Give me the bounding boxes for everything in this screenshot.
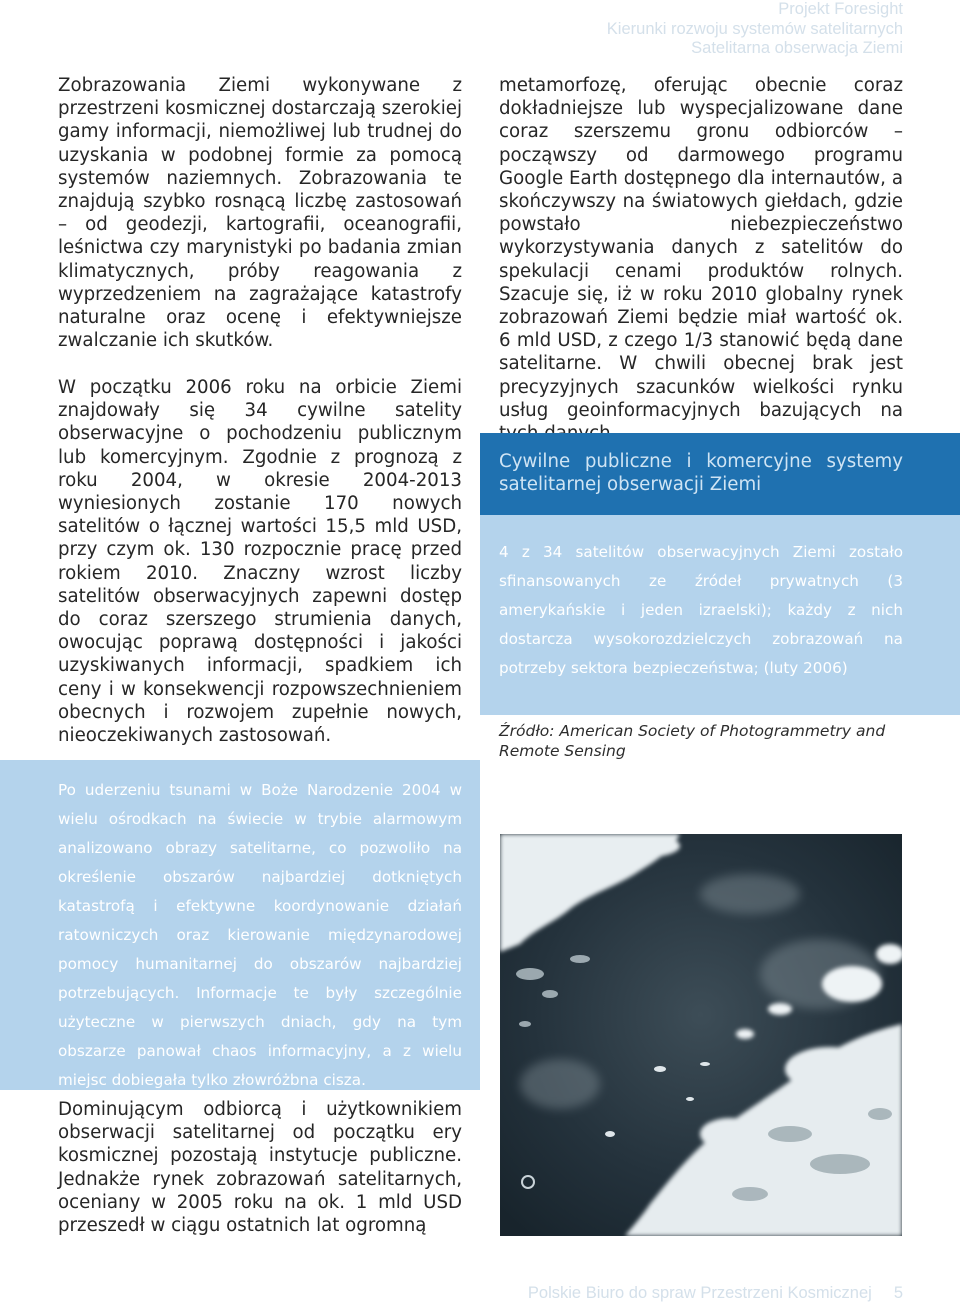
tsunami-box-text: Po uderzeniu tsunami w Boże Narodzenie 2004 w wielu ośrodkach na świecie w trybie alarmowym analizowano obrazy satelitarne, co pozwoliło na określenie obszarów najbardziej dotkniętych katastrofą i efektywne koordynowanie działań ratowniczych oraz kierowanie międzynarodowej pomocy humanitarnej do obszarów najbardziej potrzebujących. Informacje te były szczególnie użyteczne w pierwszych dniach, gdy na tym obszarze panował chaos informacyjny, a z wielu miejsc dobiegała tylko złowróżbna cisza. bbox=[58, 781, 462, 1089]
right-paragraph-1: metamorfozę, oferując obecnie coraz dokładniejsze lub wyspecjalizowane dane coraz szerszemu gronu odbiorców – począwszy od darmowego programu Google Earth dostępnego dla internautów, a skończywszy na światowych giełdach, gdzie powstało niebezpieczeństwo wykorzystywania danych z satelitów do spekulacji cenami produktów rolnych. Szacuje się, iż w roku 2010 globalny rynek zobrazowań Ziemi będzie miał wartość ok. 6 mld USD, z czego 1/3 stanowić będą dane satelitarne. W chwili obecnej brak jest precyzyjnych szacunków wielkości rynku usług geoinformacyjnych bazujących na bbox=[499, 75, 903, 421]
satellite-image bbox=[500, 834, 902, 1236]
running-header bbox=[607, 0, 903, 59]
sidebar-info-text: 4 z 34 satelitów obserwacyjnych Ziemi zostało sfinansowanych ze źródeł prywatnych (3 amerykańskie i jeden izraelski); każdy z nich dostarcza wysokorozdzielczych zobrazowań na potrzeby sektora bezpieczeństwa; (luty 2006) bbox=[499, 543, 903, 677]
header-chapter: Kierunki rozwoju systemów satelitarnych bbox=[606, 19, 903, 38]
left-paragraph-1: Zobrazowania Ziemi wykonywane z przestrzeni kosmicznej dostarczają szerokiej gamy informacji, niemożliwej lub trudnej do uzyskania w podobnej formie za pomocą systemów naziemnych. Zobrazowania te znajdują szybko rosnącą liczbę zastosowań – od geodezji, kartografii, oceanografii, leśnictwa czy marynistyki po badania zmian klimatycznych, próby reagowania z wyprzedzeniem na zagrażające katastrofy naturalne oraz ocenę i efektywniejsze zwalczanie ich skutków. bbox=[58, 75, 462, 352]
page-footer bbox=[528, 1284, 903, 1303]
sidebar-title: Cywilne publiczne i komercyjne systemy satelitarnej obserwacji Ziemi bbox=[499, 451, 903, 495]
header-project: Projekt Foresight bbox=[778, 0, 903, 18]
header-section: Satelitarna obserwacja Ziemi bbox=[691, 39, 903, 57]
footer-organization: Polskie Biuro do spraw Przestrzeni Kosmicznej bbox=[527, 1284, 872, 1302]
left-paragraph-2: W początku 2006 roku na orbicie Ziemi znajdowały się 34 cywilne satelity obserwacyjne o pochodzeniu publicznym lub komercyjnym. Zgodnie z prognozą z roku 2004, w okresie 2004-2013 wyniesionych zostanie 170 nowych satelitów o łącznej wartości 15,5 mld USD, przy czym ok. 130 rozpocznie pracę przed rokiem 2010. Znaczny wzrost liczby satelitów obserwacyjnych zapewni dostęp do coraz szerszego strumienia danych, owocując poprawą dostępności i jakości uzyskiwanych informacji, spadkiem ich ceny i w konsekwencji rozpowszechnieniem obecnych i rozwojem zupełnie nowych, nieoczekiwanych zastosowań. bbox=[58, 377, 462, 747]
left-paragraph-3: Dominującym odbiorcą i użytkownikiem obserwacji satelitarnej od początku ery kosmicznej pozostają instytucje publiczne. Jednakże rynek zobrazowań satelitarnych, oceniany w 2005 roku na ok. 1 mld USD przeszedł w ciągu ostatnich lat ogromną bbox=[58, 1099, 462, 1237]
source-note: Źródło: American Society of Photogrammetry and Remote Sensing bbox=[499, 722, 886, 760]
page-number: 5 bbox=[893, 1284, 903, 1302]
